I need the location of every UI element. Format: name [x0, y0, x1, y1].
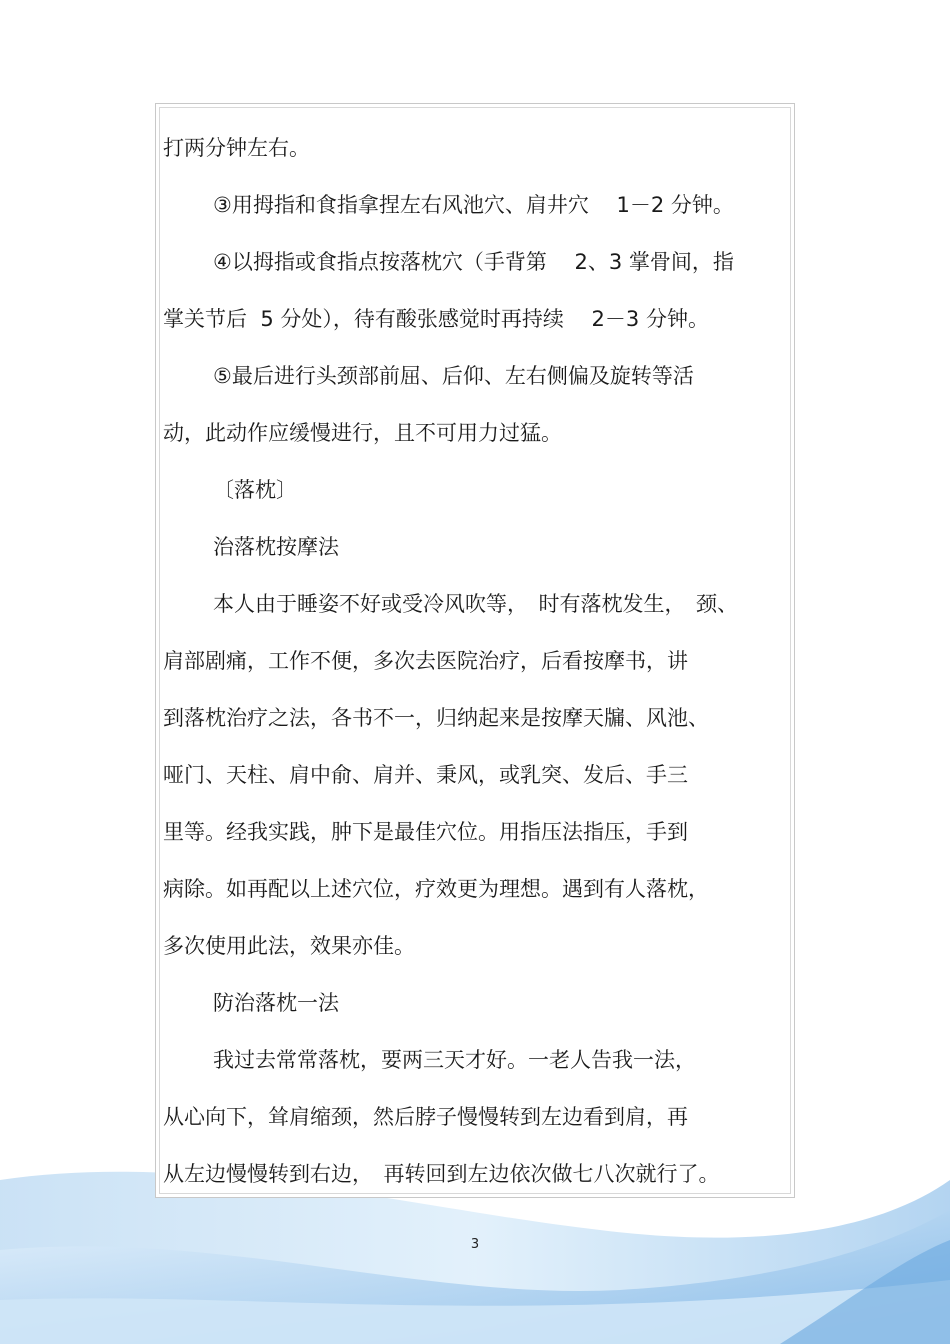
- subsection-heading: 防治落枕一法: [213, 991, 339, 1015]
- subsection-heading: 治落枕按摩法: [213, 535, 339, 559]
- text-line: 掌关节后 5 分处），待有酸张感觉时再持续 2－3 分钟。: [163, 307, 709, 331]
- text-line: 我过去常常落枕，要两三天才好。一老人告我一法，: [213, 1048, 696, 1072]
- document-body: [163, 120, 783, 1203]
- text-line: ③用拇指和食指拿捏左右风池穴、肩井穴 1－2 分钟。: [213, 193, 734, 217]
- text-line: ⑤最后进行头颈部前屈、后仰、左右侧偏及旋转等活: [213, 364, 694, 388]
- text-line: 从左边慢慢转到右边， 再转回到左边依次做七八次就行了。: [163, 1162, 720, 1186]
- text-line: 里等。经我实践，肿下是最佳穴位。用指压法指压，手到: [163, 820, 688, 844]
- section-heading: 〔落枕〕: [213, 478, 297, 502]
- text-line: 多次使用此法，效果亦佳。: [163, 934, 415, 958]
- text-line: 打两分钟左右。: [163, 136, 310, 160]
- text-line: 到落枕治疗之法，各书不一，归纳起来是按摩天牖、风池、: [163, 706, 709, 730]
- text-line: 动，此动作应缓慢进行，且不可用力过猛。: [163, 421, 562, 445]
- text-line: 从心向下，耸肩缩颈，然后脖子慢慢转到左边看到肩，再: [163, 1105, 688, 1129]
- text-line: 哑门、天柱、肩中俞、肩并、秉风，或乳突、发后、手三: [163, 763, 688, 787]
- page-number: 3: [470, 1237, 480, 1252]
- text-line: 病除。如再配以上述穴位，疗效更为理想。遇到有人落枕，: [163, 877, 709, 901]
- text-line: ④以拇指或食指点按落枕穴（手背第 2、3 掌骨间，指: [213, 250, 734, 274]
- text-line: 肩部剧痛，工作不便，多次去医院治疗，后看按摩书，讲: [163, 649, 688, 673]
- text-line: 本人由于睡姿不好或受冷风吹等， 时有落枕发生， 颈、: [213, 592, 738, 616]
